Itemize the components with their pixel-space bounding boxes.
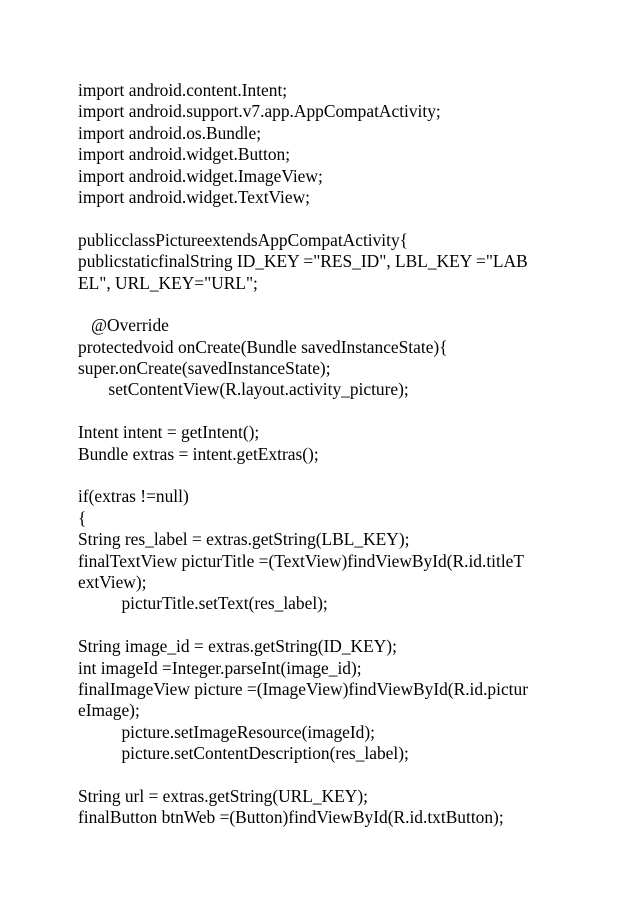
code-line: extView);: [78, 571, 147, 592]
code-line: EL", URL_KEY="URL";: [78, 272, 258, 293]
blank-line: [78, 401, 598, 422]
code-line: import android.os.Bundle;: [78, 122, 262, 143]
code-line: setContentView(R.layout.activity_picture);: [78, 379, 409, 400]
blank-line: [78, 294, 598, 315]
code-line: if(extras !=null): [78, 486, 189, 507]
code-line: Bundle extras = intent.getExtras();: [78, 443, 319, 464]
code-line: publicclassPictureextendsAppCompatActivity{: [78, 229, 409, 250]
code-line: import android.widget.ImageView;: [78, 165, 323, 186]
code-line: String url = extras.getString(URL_KEY);: [78, 785, 368, 806]
code-line: String image_id = extras.getString(ID_KEY);: [78, 636, 397, 657]
code-line: import android.widget.Button;: [78, 144, 291, 165]
code-listing: [78, 80, 598, 829]
blank-line: [78, 615, 598, 636]
code-line: picturTitle.setText(res_label);: [78, 593, 328, 614]
code-line: finalImageView picture =(ImageView)findViewById(R.id.pictur: [78, 678, 528, 699]
blank-line: [78, 465, 598, 486]
blank-line: [78, 765, 598, 786]
code-line: import android.support.v7.app.AppCompatActivity;: [78, 101, 441, 122]
code-line: super.onCreate(savedInstanceState);: [78, 358, 331, 379]
code-line: eImage);: [78, 700, 140, 721]
code-line: picture.setContentDescription(res_label);: [78, 743, 409, 764]
code-line: picture.setImageResource(imageId);: [78, 721, 375, 742]
code-line: {: [78, 507, 87, 528]
code-line: String res_label = extras.getString(LBL_KEY);: [78, 529, 410, 550]
code-line: int imageId =Integer.parseInt(image_id);: [78, 657, 362, 678]
code-line: @Override: [78, 315, 169, 336]
code-line: Intent intent = getIntent();: [78, 422, 260, 443]
code-line: publicstaticfinalString ID_KEY ="RES_ID", LBL_KEY ="LAB: [78, 251, 528, 272]
code-line: finalTextView picturTitle =(TextView)findViewById(R.id.titleT: [78, 550, 524, 571]
code-line: protectedvoid onCreate(Bundle savedInstanceState){: [78, 336, 448, 357]
blank-line: [78, 208, 598, 229]
code-line: finalButton btnWeb =(Button)findViewById(R.id.txtButton);: [78, 807, 504, 828]
code-line: import android.widget.TextView;: [78, 186, 310, 207]
code-line: import android.content.Intent;: [78, 80, 288, 100]
